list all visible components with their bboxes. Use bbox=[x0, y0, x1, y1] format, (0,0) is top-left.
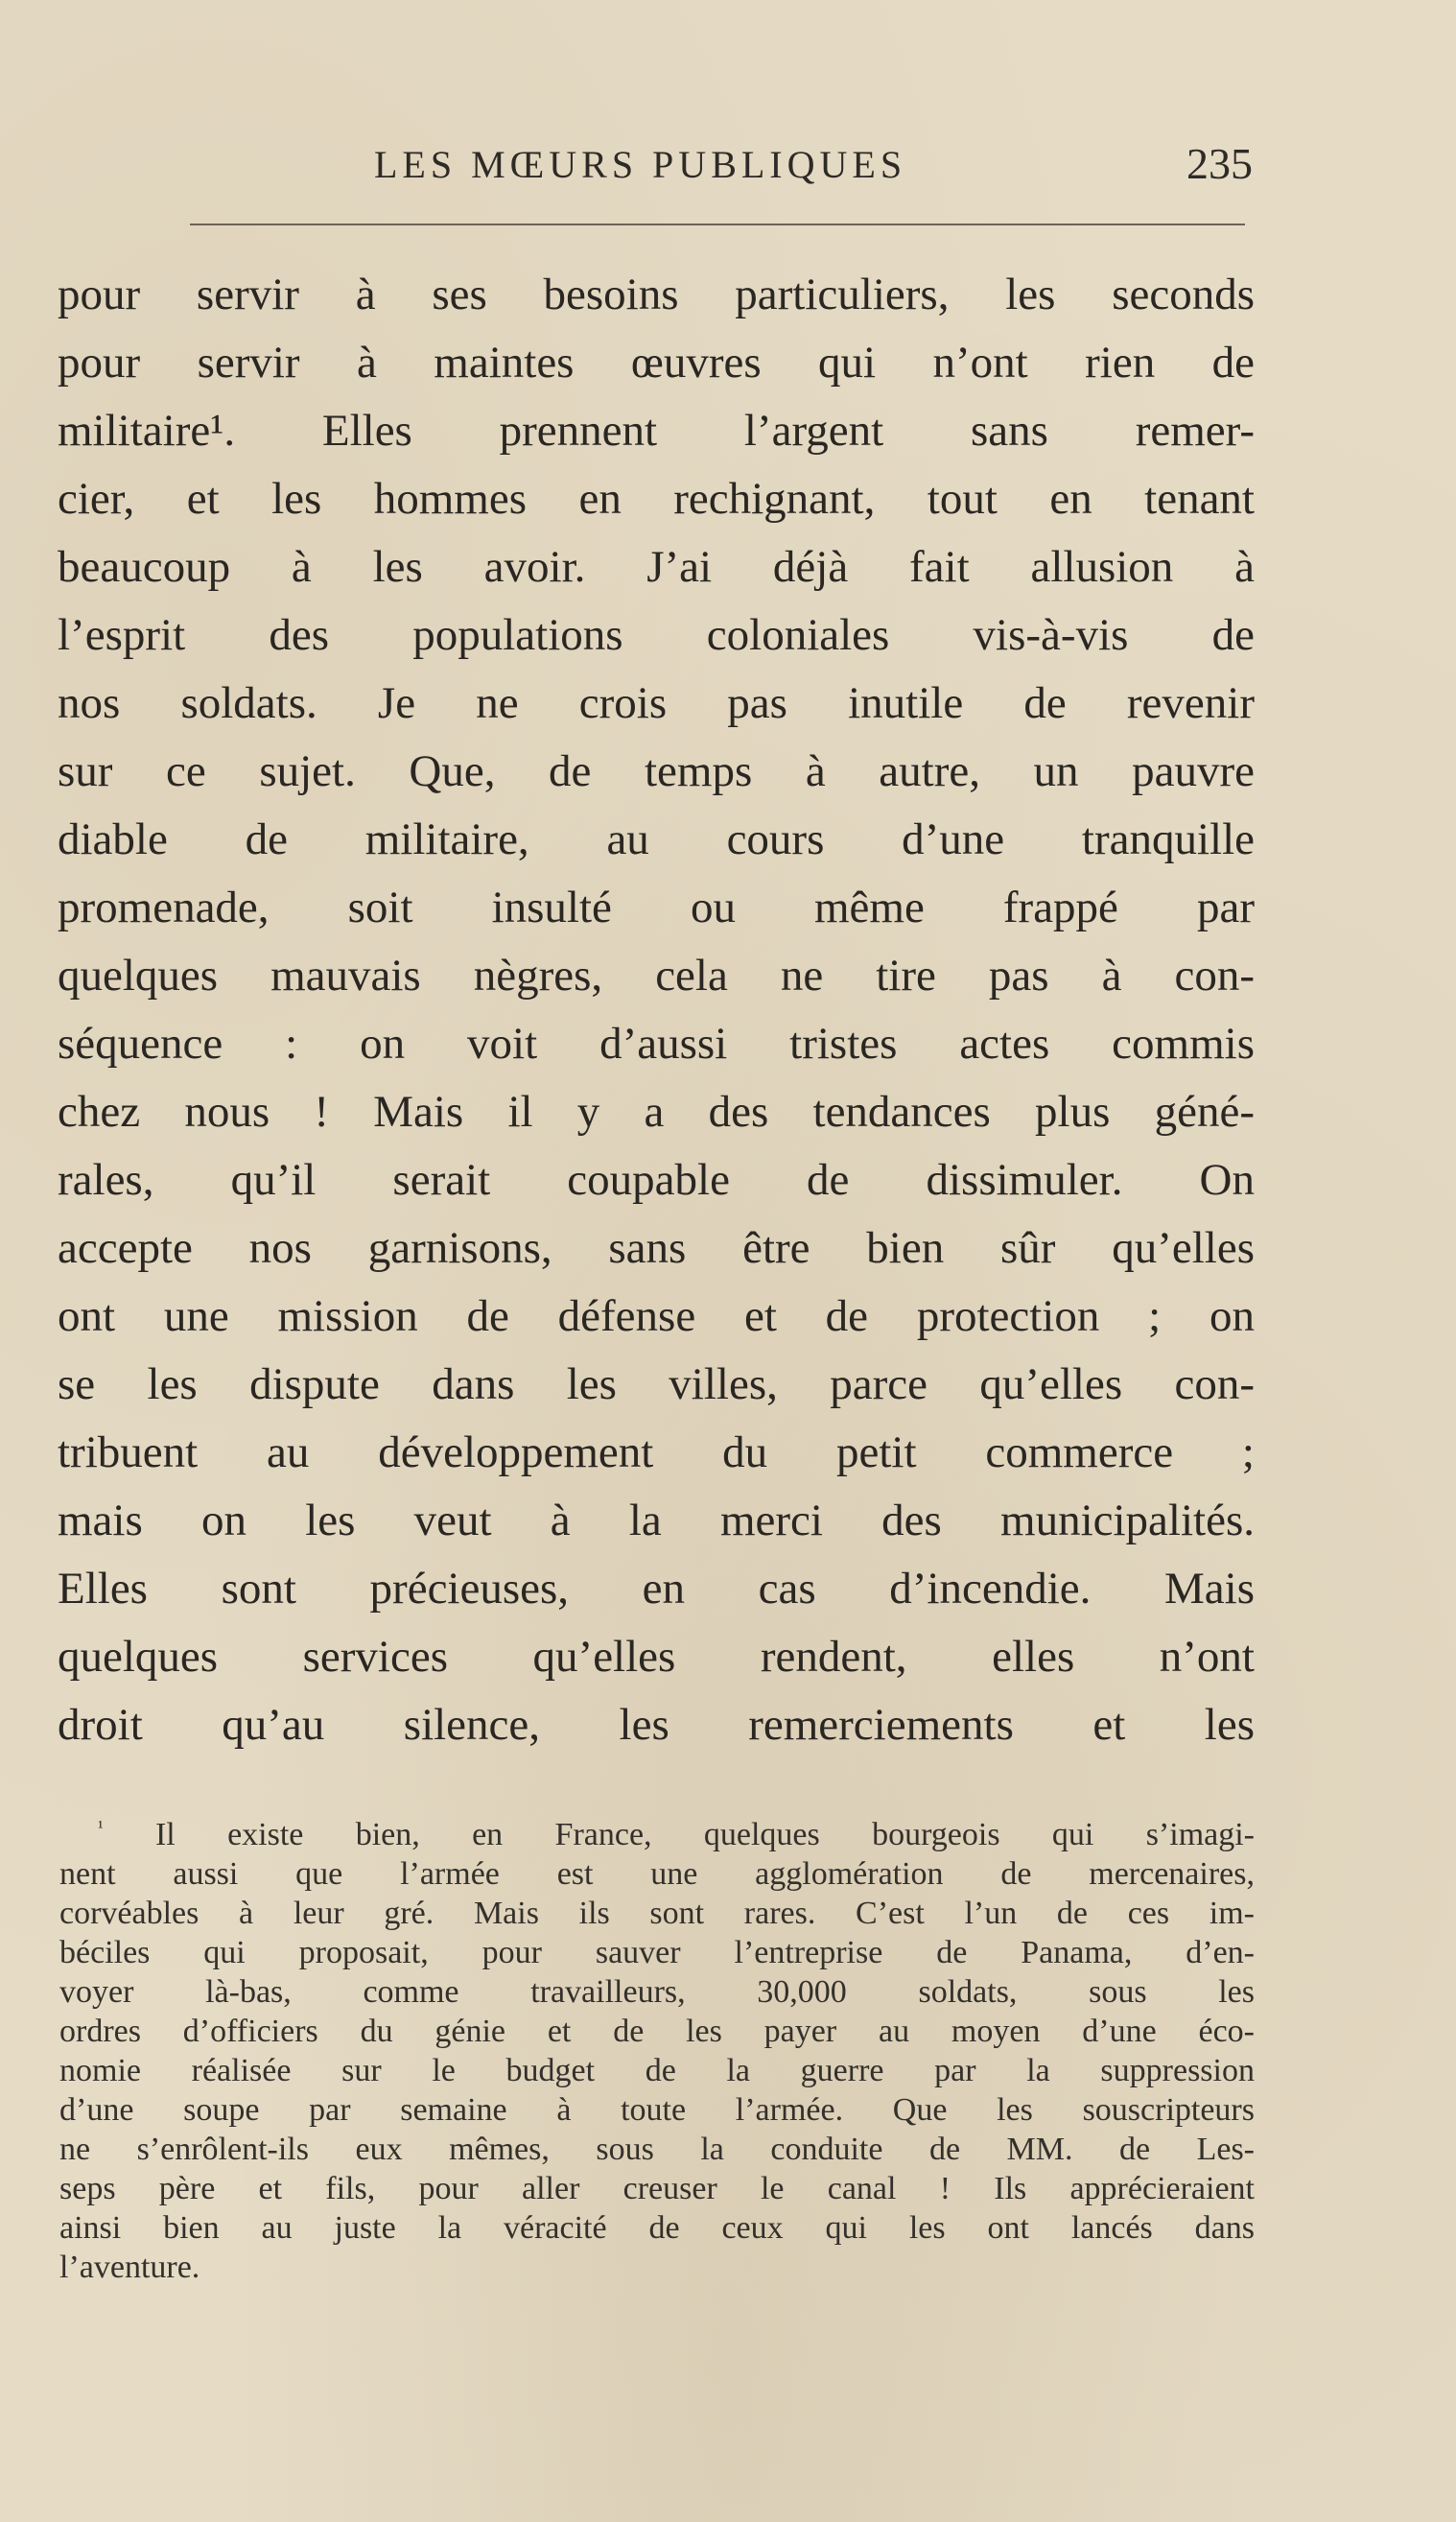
footnote-marker: ¹ bbox=[98, 1817, 104, 1838]
body-line: chez nous ! Mais il y a des tendances plus géné- bbox=[58, 1087, 1255, 1137]
body-line: l’esprit des populations coloniales vis-à-vis de bbox=[58, 610, 1255, 660]
footnote-line: ne s’enrôlent-ils eux mêmes, sous la conduite de MM. de Les- bbox=[59, 2132, 1255, 2167]
body-line: séquence : on voit d’aussi tristes actes commis bbox=[58, 1019, 1255, 1069]
footnote bbox=[59, 1815, 1255, 2287]
body-line: pour servir à maintes œuvres qui n’ont rien de bbox=[58, 338, 1255, 388]
body-line: sur ce sujet. Que, de temps à autre, un pauvre bbox=[58, 746, 1255, 796]
body-line: Elles sont précieuses, en cas d’incendie. Mais bbox=[58, 1564, 1255, 1614]
page-number: 235 bbox=[1186, 139, 1253, 188]
body-text bbox=[58, 261, 1255, 1759]
body-line: tribuent au développement du petit commerce ; bbox=[58, 1427, 1255, 1477]
body-line: rales, qu’il serait coupable de dissimuler. On bbox=[58, 1155, 1255, 1205]
body-line: beaucoup à les avoir. J’ai déjà fait allusion à bbox=[58, 542, 1255, 592]
running-header bbox=[58, 139, 1253, 200]
footnote-line-text: Il existe bien, en France, quelques bourgeois qui s’imagi- bbox=[154, 1817, 1255, 1852]
footnote-line: d’une soupe par semaine à toute l’armée. Que les souscripteurs bbox=[59, 2092, 1255, 2128]
body-line: promenade, soit insulté ou même frappé par bbox=[58, 883, 1255, 932]
body-line: quelques services qu’elles rendent, elles n’ont bbox=[58, 1632, 1255, 1682]
footnote-line: nomie réalisée sur le budget de la guerre par la suppression bbox=[59, 2053, 1255, 2088]
body-line: quelques mauvais nègres, cela ne tire pas à con- bbox=[58, 951, 1255, 1001]
footnote-line: voyer là-bas, comme travailleurs, 30,000 soldats, sous les bbox=[59, 1974, 1255, 2010]
footnote-line: corvéables à leur gré. Mais ils sont rares. C’est l’un de ces im- bbox=[59, 1896, 1255, 1931]
footnote-line: l’aventure. bbox=[59, 2250, 200, 2285]
body-line: se les dispute dans les villes, parce qu’elles con- bbox=[58, 1359, 1255, 1409]
body-line: militaire¹. Elles prennent l’argent sans remer- bbox=[58, 406, 1255, 456]
body-line: pour servir à ses besoins particuliers, les seconds bbox=[58, 270, 1255, 319]
footnote-line: seps père et fils, pour aller creuser le canal ! Ils apprécieraient bbox=[59, 2171, 1255, 2206]
body-line: droit qu’au silence, les remerciements et les bbox=[58, 1700, 1255, 1750]
footnote-line: nent aussi que l’armée est une agglomération de mercenaires, bbox=[59, 1856, 1255, 1892]
footnote-line: ainsi bien au juste la véracité de ceux qui les ont lancés dans bbox=[59, 2210, 1255, 2246]
body-line: accepte nos garnisons, sans être bien sûr qu’elles bbox=[58, 1223, 1255, 1273]
footnote-line: ordres d’officiers du génie et de les payer au moyen d’une éco- bbox=[59, 2014, 1255, 2049]
body-line: mais on les veut à la merci des municipalités. bbox=[58, 1496, 1255, 1545]
body-line: diable de militaire, au cours d’une tranquille bbox=[58, 814, 1255, 864]
body-line: nos soldats. Je ne crois pas inutile de revenir bbox=[58, 678, 1255, 728]
header-rule bbox=[190, 224, 1245, 225]
body-line: ont une mission de défense et de protection ; on bbox=[58, 1291, 1255, 1341]
footnote-line: béciles qui proposait, pour sauver l’entreprise de Panama, d’en- bbox=[59, 1935, 1255, 1970]
footnote-line bbox=[59, 1815, 1255, 1854]
body-line: cier, et les hommes en rechignant, tout en tenant bbox=[58, 474, 1255, 524]
running-title: LES MŒURS PUBLIQUES bbox=[374, 143, 907, 186]
